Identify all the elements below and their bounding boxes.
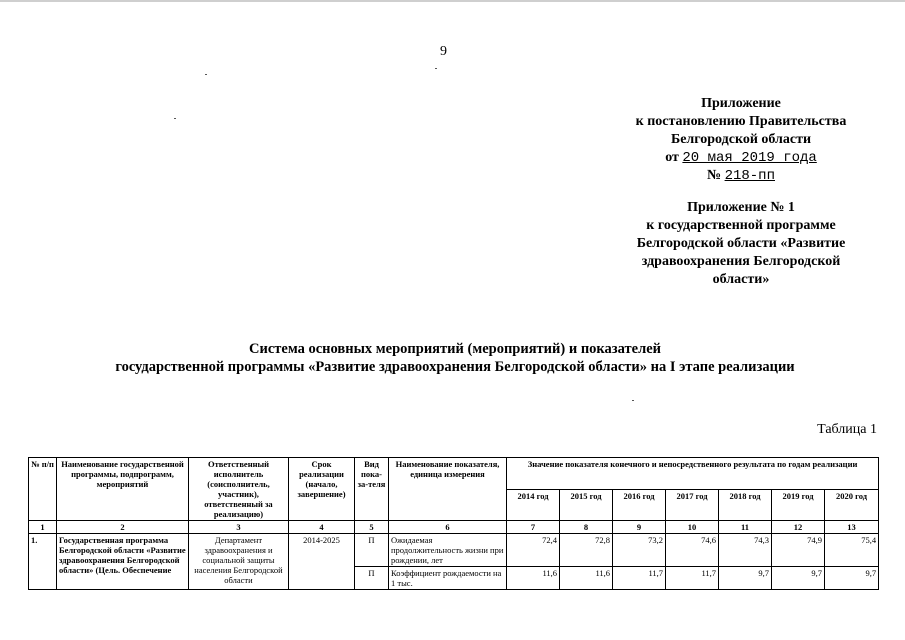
program-executor: Департамент здравоохранения и социальной защиты населения Белгородской области bbox=[189, 534, 289, 590]
page-number: 9 bbox=[440, 44, 447, 59]
indicator-kind: П bbox=[355, 567, 389, 590]
header-kind: Вид пока-за-теля bbox=[355, 458, 389, 521]
column-number: 9 bbox=[613, 521, 666, 534]
header-name: Наименование государственной программы, подпрограмм, мероприятий bbox=[57, 458, 189, 521]
program-name: Государственная программа Белгородской области «Развитие здравоохранения Белгородской области» (Цель. Обеспечение bbox=[57, 534, 189, 590]
scan-speck bbox=[174, 118, 176, 119]
header-year: 2017 год bbox=[666, 489, 719, 521]
header-values-group: Значение показателя конечного и непосредственного результата по годам реализации bbox=[507, 458, 879, 490]
indicator-value: 11,7 bbox=[666, 567, 719, 590]
column-number: 7 bbox=[507, 521, 560, 534]
title-line2: государственной программы «Развитие здравоохранения Белгородской области» на I этапе реализации bbox=[115, 359, 795, 375]
column-number: 6 bbox=[389, 521, 507, 534]
header-executor: Ответственный исполнитель (соисполнитель, участник), ответственный за реализацию) bbox=[189, 458, 289, 521]
indicator-name: Коэффициент рождаемости на 1 тыс. bbox=[389, 567, 507, 590]
indicator-value: 74,6 bbox=[666, 534, 719, 567]
column-number: 10 bbox=[666, 521, 719, 534]
scan-speck bbox=[632, 400, 634, 401]
appendix-date bbox=[612, 149, 870, 167]
table-row bbox=[29, 534, 879, 567]
scan-edge bbox=[0, 0, 905, 2]
column-number: 13 bbox=[825, 521, 879, 534]
header-year: 2020 год bbox=[825, 489, 879, 521]
table-label: Таблица 1 bbox=[817, 422, 877, 437]
indicator-kind: П bbox=[355, 534, 389, 567]
title-line1: Система основных мероприятий (мероприятий) и показателей bbox=[249, 341, 661, 357]
column-number: 11 bbox=[719, 521, 772, 534]
column-number: 4 bbox=[289, 521, 355, 534]
column-number: 12 bbox=[772, 521, 825, 534]
header-year: 2019 год bbox=[772, 489, 825, 521]
indicator-value: 11,7 bbox=[613, 567, 666, 590]
indicator-value: 9,7 bbox=[719, 567, 772, 590]
column-number: 1 bbox=[29, 521, 57, 534]
indicators-table bbox=[28, 457, 879, 590]
indicator-value: 73,2 bbox=[613, 534, 666, 567]
header-year: 2018 год bbox=[719, 489, 772, 521]
indicator-value: 9,7 bbox=[772, 567, 825, 590]
appendix-line3: Белгородской области bbox=[670, 132, 812, 147]
program-period: 2014-2025 bbox=[289, 534, 355, 590]
row-number: 1. bbox=[29, 534, 57, 590]
number-value: 218-пп bbox=[724, 168, 775, 184]
date-value: 20 мая 2019 года bbox=[682, 150, 817, 166]
appendix2-line4: здравоохранения Белгородской bbox=[641, 254, 841, 269]
appendix2-line2: к государственной программе bbox=[646, 218, 836, 233]
header-period: Срок реализации (начало, завершение) bbox=[289, 458, 355, 521]
column-number: 3 bbox=[189, 521, 289, 534]
appendix2-line5: области» bbox=[712, 272, 770, 287]
column-number: 2 bbox=[57, 521, 189, 534]
scan-speck bbox=[205, 74, 207, 75]
appendix2-block bbox=[612, 199, 870, 289]
header-row bbox=[29, 458, 879, 490]
appendix-line2: к постановлению Правительства bbox=[635, 114, 847, 129]
header-indicator: Наименование показателя, единица измерения bbox=[389, 458, 507, 521]
appendix-line1: Приложение bbox=[701, 96, 781, 111]
header-year: 2015 год bbox=[560, 489, 613, 521]
header-num: № п/п bbox=[29, 458, 57, 521]
indicator-value: 74,3 bbox=[719, 534, 772, 567]
indicator-value: 72,4 bbox=[507, 534, 560, 567]
document-title bbox=[40, 340, 870, 376]
indicator-value: 74,9 bbox=[772, 534, 825, 567]
appendix-block bbox=[612, 95, 870, 185]
number-prefix: № bbox=[707, 168, 722, 183]
column-number: 5 bbox=[355, 521, 389, 534]
indicator-value: 11,6 bbox=[560, 567, 613, 590]
indicator-value: 75,4 bbox=[825, 534, 879, 567]
date-prefix: от bbox=[665, 150, 679, 165]
appendix2-line1: Приложение № 1 bbox=[687, 200, 795, 215]
scan-speck bbox=[435, 68, 437, 69]
column-number: 8 bbox=[560, 521, 613, 534]
header-year: 2016 год bbox=[613, 489, 666, 521]
appendix2-line3: Белгородской области «Развитие bbox=[636, 236, 846, 251]
header-year: 2014 год bbox=[507, 489, 560, 521]
appendix-number bbox=[612, 167, 870, 185]
indicator-value: 9,7 bbox=[825, 567, 879, 590]
indicator-value: 72,8 bbox=[560, 534, 613, 567]
indicator-name: Ожидаемая продолжительность жизни при рождении, лет bbox=[389, 534, 507, 567]
column-numbers-row bbox=[29, 521, 879, 534]
indicator-value: 11,6 bbox=[507, 567, 560, 590]
